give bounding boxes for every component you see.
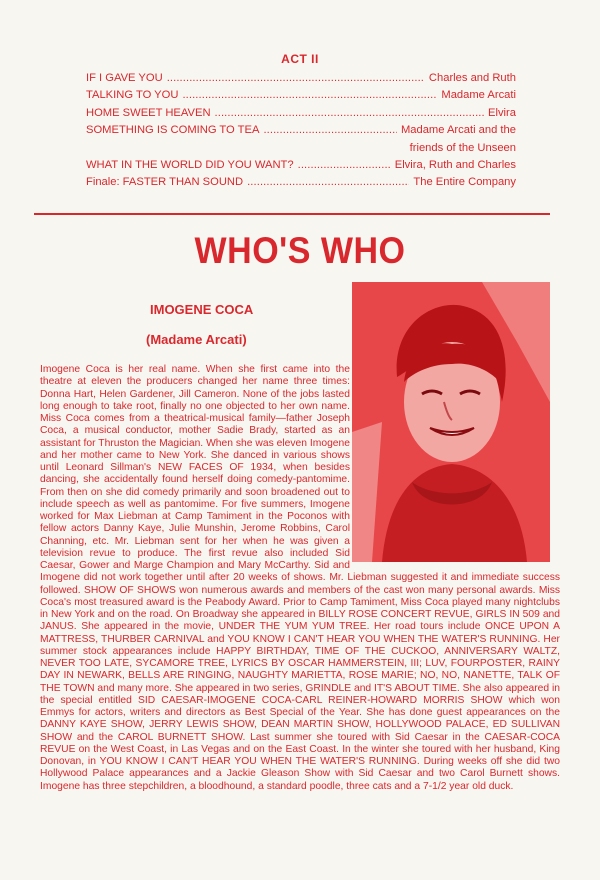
dot-leader bbox=[263, 122, 397, 139]
song-title: WHAT IN THE WORLD DID YOU WANT? bbox=[86, 159, 294, 172]
song-title: HOME SWEET HEAVEN bbox=[86, 106, 211, 119]
song-performers-continued: friends of the Unseen bbox=[409, 141, 516, 154]
song-performers: Charles and Ruth bbox=[428, 72, 516, 84]
song-row bbox=[86, 122, 516, 139]
song-performers: The Entire Company bbox=[413, 176, 516, 189]
song-row bbox=[86, 157, 516, 174]
actor-role: (Madame Arcati) bbox=[146, 332, 247, 347]
song-row-continuation bbox=[86, 140, 516, 157]
dot-leader bbox=[182, 87, 437, 104]
song-performers: Elvira bbox=[488, 106, 516, 119]
actor-name: IMOGENE COCA bbox=[150, 302, 254, 317]
dot-leader bbox=[215, 105, 484, 122]
dot-leader bbox=[167, 70, 425, 87]
song-title: SOMETHING IS COMING TO TEA bbox=[86, 124, 260, 137]
song-row bbox=[86, 70, 516, 87]
biography-text: Imogene Coca is her real name. When she first came into the theatre at eleven the producers changed her name three times: Donna Hart, Helen Gardener, Jill Cameron. None of the jobs lasted long enough to take root, finally no one objected to her own name. Miss Coca comes from a theatrical-musical family—father Joseph Coca, a musical conductor, mother Sadie Brady, started as an assistant for Thruston the Magician. When she was eleven Imogene and her mother came to New York. She danced in various shows until Leonard Sillman's NEW FACES OF 1934, when besides dancing, she accidentally found herself doing comedy-pantomime. From then on she did comedy primarily and soon broadened out to include speech as well as pantomime. For five summers, Imogene worked for Max Liebman at Camp Tamiment in the Poconos with fellow actors Danny Kaye, Julie Munshin, Jerome Robbins, Carol Channing, etc. Mr. Liebman sent for her when he was given a television revue to produce. The first revue also included Sid Caesar, Gower and Marge Champion and Mary McCarthy. Sid and Imogene did not work together until after 20 weeks of shows. Mr. Liebman suggested it and immediate success followed. SHOW OF SHOWS won numerous awards and members of the cast won many personal awards. Miss Coca's most treasured award is the Peabody Award. Prior to Camp Tamiment, Miss Coca played many nightclubs in New York and on the road. On Broadway she appeared in BILLY ROSE CONCERT REVUE, GIRLS IN 509 and JANUS. She appeared in the movie, UNDER THE YUM YUM TREE. Her road tours include ONCE UPON A MATTRESS, THURBER CARNIVAL and YOU KNOW I CAN'T HEAR YOU WHEN THE WATER'S RUNNING. Her summer stock appearances include HAPPY BIRTHDAY, TIME OF THE CUCKOO, ANNIVERSARY WALTZ, NEVER TOO LATE, SYCAMORE TREE, LYRICS BY OSCAR HAMMERSTEIN, III; LUV, FOURPOSTER, RAINY DAY IN NEWARK, BELLS ARE RINGING, NAUGHTY MARIETTA, ROSE MARIE; NO, NO, NANETTE, TALK OF THE TOWN and many more. She appeared in two series, GRINDLE and IT'S ABOUT TIME. She also appeared in the special entitled SID CAESAR-IMOGENE COCA-CARL REINER-HOWARD MORRIS SHOW which won Emmys for actors, writers and directors as Best Special of the Year. She has done guest appearances on the DANNY KAYE SHOW, JERRY LEWIS SHOW, DEAN MARTIN SHOW, HOLLYWOOD PALACE, ED SULLIVAN SHOW and the CAROL BURNETT SHOW. Last summer she toured with Sid Caesar in the CAESAR-COCA REVUE on the West Coast, in Las Vegas and on the East Coast. In the winter she toured with her husband, King Donovan, in YOU KNOW I CAN'T HEAR YOU WHEN THE WATER'S RUNNING. During weeks off she did two Hollywood Palace appearances and a Jackie Gleason Show with Sid Caesar and two Carol Burnett shows. Imogene has three stepchildren, a bloodhound, a standard poodle, three cats and a 7-1/2 year old duck. bbox=[40, 364, 560, 792]
dot-leader bbox=[247, 174, 409, 191]
act-title: ACT II bbox=[281, 52, 319, 66]
section-divider bbox=[34, 213, 550, 215]
song-performers: Madame Arcati and the bbox=[400, 124, 516, 137]
song-performers: Elvira, Ruth and Charles bbox=[394, 159, 516, 172]
song-performers: Madame Arcati bbox=[441, 89, 516, 102]
page-title: WHO'S WHO bbox=[194, 230, 406, 272]
song-title: TALKING TO YOU bbox=[86, 89, 179, 102]
song-row bbox=[86, 105, 516, 122]
photo-spacer bbox=[350, 364, 560, 566]
dot-leader bbox=[298, 157, 391, 174]
song-list bbox=[86, 70, 516, 192]
song-title: Finale: FASTER THAN SOUND bbox=[86, 176, 244, 189]
song-row bbox=[86, 87, 516, 104]
song-title: IF I GAVE YOU bbox=[86, 72, 163, 84]
song-row bbox=[86, 174, 516, 191]
actor-biography bbox=[40, 364, 560, 874]
